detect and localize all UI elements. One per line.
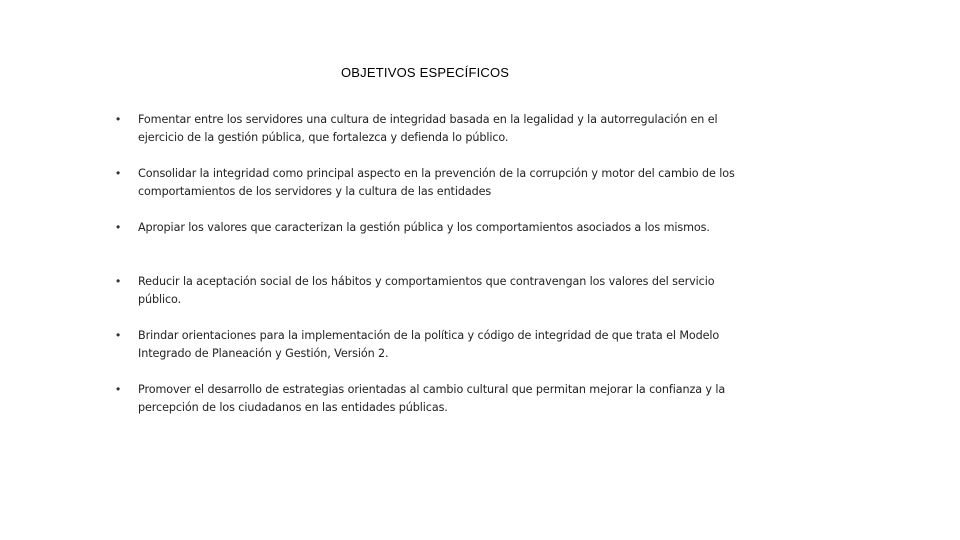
bullet-icon: • (116, 166, 121, 180)
bullet-icon: • (116, 220, 121, 234)
objective-text: Fomentar entre los servidores una cultura de integridad basada en la legalidad y la autorregulación en el ejercicio de la gestión pública, que fortalezca y defienda lo público. (138, 113, 718, 144)
bullet-icon: • (116, 328, 121, 342)
slide-title: OBJETIVOS ESPECÍFICOS (341, 65, 510, 80)
objective-item (116, 111, 756, 146)
objective-text: Consolidar la integridad como principal aspecto en la prevención de la corrupción y motor del cambio de los comportamientos de los servidores y la cultura de las entidades (138, 167, 735, 198)
bullet-icon: • (116, 112, 121, 126)
bullet-icon: • (116, 382, 121, 396)
objective-text: Reducir la aceptación social de los hábitos y comportamientos que contravengan los valores del servicio público. (138, 275, 715, 306)
objective-item (116, 381, 756, 416)
objective-text: Brindar orientaciones para la implementación de la política y código de integridad de que trata el Modelo Integrado de Planeación y Gestión, Versión 2. (138, 329, 720, 360)
objective-text: Apropiar los valores que caracterizan la gestión pública y los comportamientos asociados a los mismos. (138, 221, 710, 234)
objective-item (116, 219, 756, 237)
bullet-icon: • (116, 274, 121, 288)
objective-item (116, 273, 756, 308)
objective-text: Promover el desarrollo de estrategias orientadas al cambio cultural que permitan mejorar la confianza y la percepción de los ciudadanos en las entidades públicas. (138, 383, 726, 414)
objective-item (116, 165, 756, 200)
objective-item (116, 327, 756, 362)
